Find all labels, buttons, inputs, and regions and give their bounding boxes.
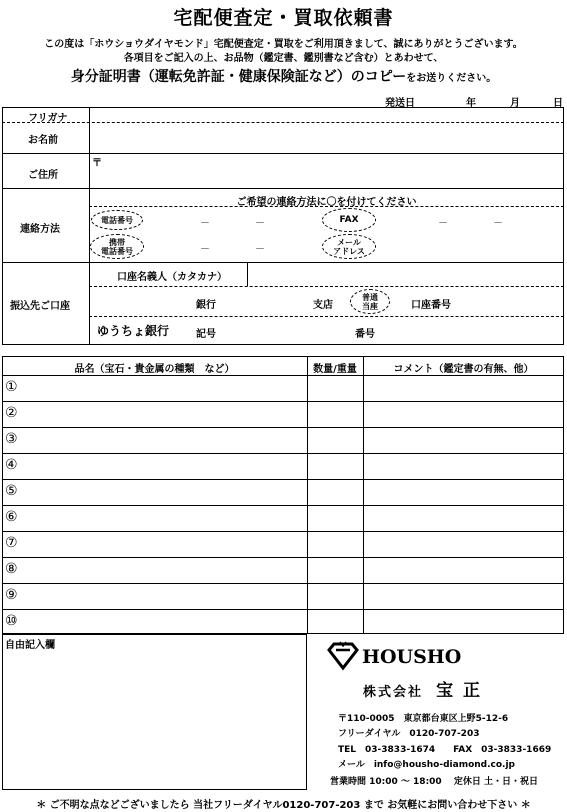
- contact-label: 連絡方法: [20, 224, 60, 235]
- table-row-number: ②: [5, 405, 18, 421]
- mobile-dash-2: －: [255, 244, 265, 255]
- table-row-number: ⑩: [5, 613, 18, 629]
- account-holder-label: 口座名義人（カタカナ）: [117, 272, 227, 283]
- company-name-main: 宝 正: [436, 681, 483, 701]
- footer-note: ＊ ご不明な点などございましたら 当社フリーダイヤル0120-707-203 まで お気軽にお問い合わせ下さい ＊: [36, 800, 531, 811]
- table-row-number: ④: [5, 457, 18, 473]
- name-label: お名前: [28, 135, 58, 146]
- furigana-field[interactable]: [90, 108, 563, 121]
- account-number-label: 口座番号: [411, 300, 451, 311]
- comment-header: コメント（鑑定書の有無、他）: [393, 364, 534, 375]
- intro-line-1: この度は「ホウショウダイヤモンド」宅配便査定・買取をご利用頂きまして、誠にありがとうございます。: [44, 39, 523, 50]
- address-label: ご住所: [28, 170, 58, 181]
- housho-logo-text: HOUSHO: [362, 646, 462, 668]
- company-mail: メール info@housho-diamond.co.jp: [338, 760, 515, 770]
- item-name-header: 品名（宝石・貴金属の種類 など）: [74, 364, 235, 375]
- contact-instruction: ご希望の連絡方法に〇を付けてください: [236, 197, 417, 208]
- bank-label: 振込先ご口座: [10, 301, 70, 312]
- company-freedial: フリーダイヤル 0120-707-203: [338, 729, 480, 739]
- table-row-number: ⑨: [5, 587, 18, 603]
- date-day-label: 日: [553, 98, 563, 109]
- mail-option[interactable]: [322, 234, 376, 259]
- phone-option[interactable]: [91, 210, 143, 230]
- company-name: [363, 676, 482, 701]
- date-year-label: 年: [466, 98, 476, 109]
- phone-dash-2: －: [255, 218, 265, 229]
- intro-id-copy: 身分証明書（運転免許証・健康保険証など）のコピー: [70, 69, 407, 85]
- fax-dash-1: －: [438, 218, 448, 229]
- page-title: 宅配便査定・買取依頼書: [173, 7, 394, 29]
- name-field[interactable]: [90, 123, 563, 152]
- company-prefix: 株式会社: [363, 685, 424, 700]
- housho-logo-icon: [327, 640, 359, 672]
- company-hours: 営業時間 10:00 ～ 18:00 定休日 土・日・祝日: [330, 777, 538, 787]
- mobile-dash-1: －: [200, 244, 210, 255]
- yucho-kigou-label: 記号: [196, 329, 216, 340]
- fax-dash-2: －: [493, 218, 503, 229]
- account-type-option[interactable]: [350, 289, 390, 314]
- account-type-label: 普通 当座: [362, 292, 378, 311]
- table-row-number: ⑤: [5, 483, 18, 499]
- yucho-bangou-label: 番号: [355, 329, 375, 340]
- mobile-option[interactable]: [90, 234, 144, 259]
- fax-option[interactable]: [322, 208, 376, 232]
- intro-send-note: をお送りください。: [406, 73, 497, 84]
- table-row-number: ⑥: [5, 509, 18, 525]
- bank-name-label: 銀行: [196, 300, 216, 311]
- yucho-bank-label: ゆうちょ銀行: [97, 324, 170, 338]
- address-field[interactable]: [102, 154, 563, 187]
- table-row-number: ⑦: [5, 535, 18, 551]
- phone-dash-1: －: [200, 218, 210, 229]
- phone-option-label: 電話番号: [101, 215, 133, 225]
- ship-date-label: 発送日: [385, 98, 415, 109]
- company-address: 〒110-0005 東京都台東区上野5-12-6: [338, 714, 509, 724]
- branch-label: 支店: [313, 300, 333, 311]
- mail-option-label: メール アドレス: [333, 237, 365, 256]
- account-holder-field[interactable]: [248, 263, 563, 285]
- date-month-label: 月: [510, 98, 520, 109]
- items-table: [2, 356, 564, 634]
- quantity-header: 数量/重量: [313, 364, 357, 375]
- table-row-number: ①: [5, 379, 18, 395]
- table-row-number: ⑧: [5, 561, 18, 577]
- intro-line-2: 各項目をご記入の上、お品物（鑑定書、鑑別書など含む）とあわせて、: [123, 53, 444, 64]
- mobile-option-label: 携帯 電話番号: [101, 237, 133, 256]
- free-entry-label: 自由記入欄: [5, 640, 55, 651]
- company-tel-fax: TEL 03-3833-1674 FAX 03-3833-1669: [338, 745, 552, 755]
- fax-option-label: FAX: [339, 214, 359, 225]
- free-entry-area[interactable]: [2, 634, 307, 790]
- intro-line-3: [0, 66, 567, 86]
- postal-mark: 〒: [92, 158, 102, 169]
- table-row-number: ③: [5, 431, 18, 447]
- furigana-label: フリガナ: [28, 113, 68, 124]
